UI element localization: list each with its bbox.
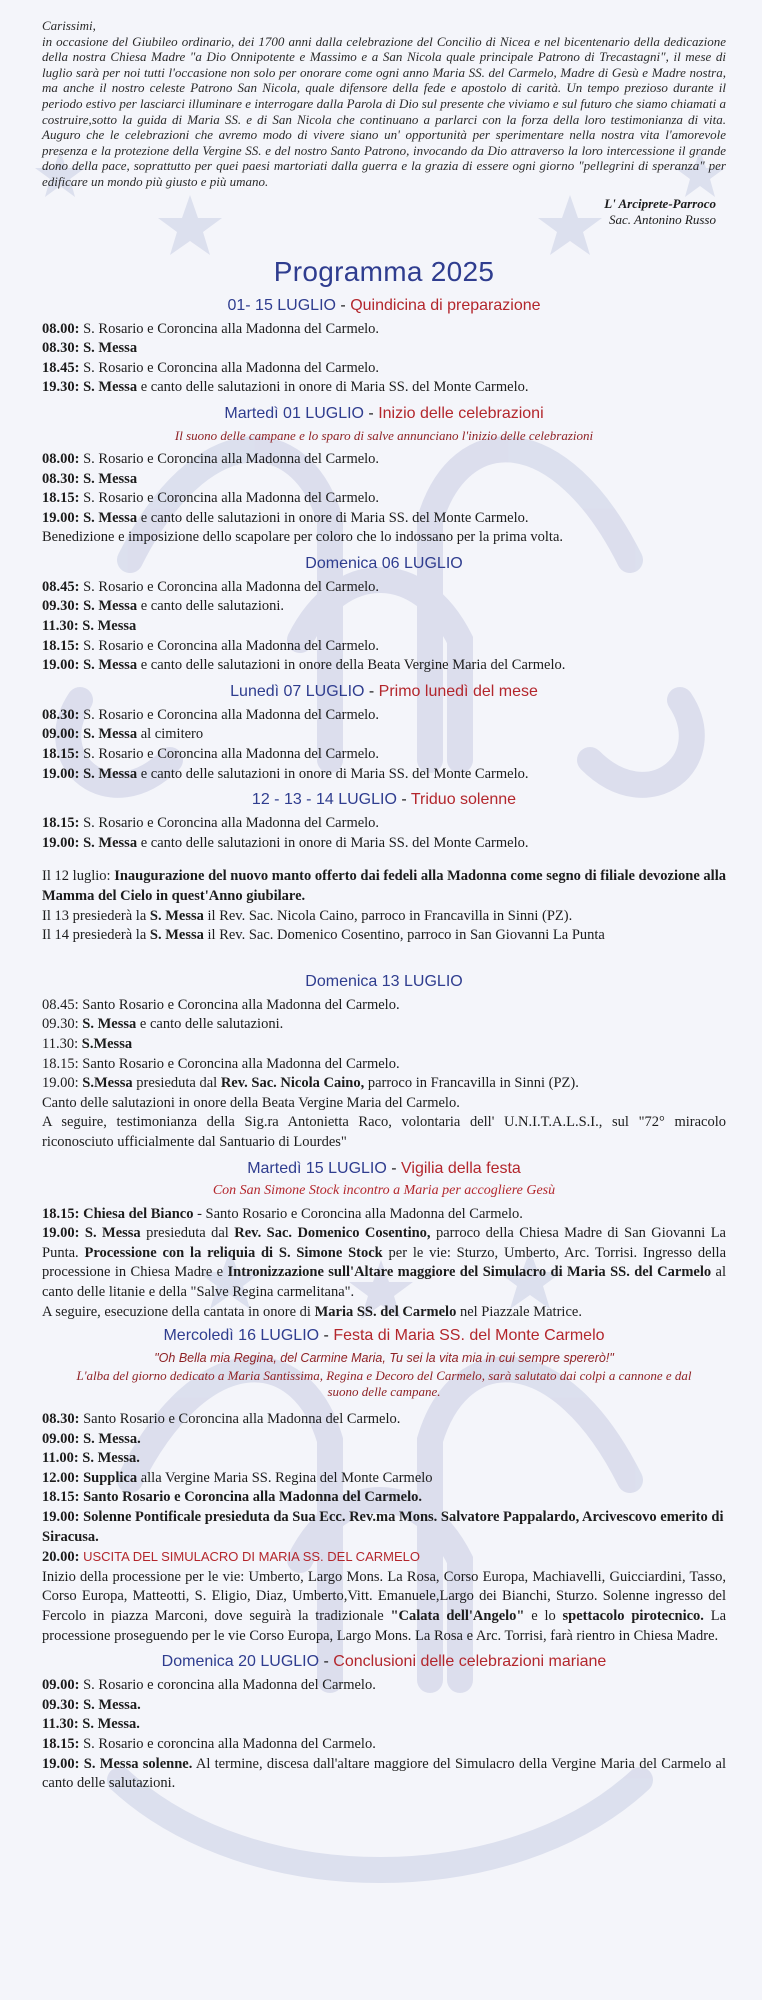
schedule-line: 11.00: S. Messa. <box>42 1450 140 1467</box>
section-header: 01- 15 LUGLIO - Quindicina di preparazione <box>227 296 541 314</box>
schedule-line: 09.30: S. Messa. <box>42 1696 141 1713</box>
signature-block <box>42 196 716 228</box>
schedule-line: 18.15: S. Rosario e Coroncina alla Madonna del Carmelo. <box>42 746 380 763</box>
signature-name: Sac. Antonino Russo <box>608 211 716 227</box>
triduo-note-13: Il 13 presiederà la S. Messa il Rev. Sac. Nicola Caino, parroco in Francavilla in Sinni (PZ). <box>42 907 573 924</box>
uscita-line: 20.00: USCITA DEL SIMULACRO DI MARIA SS. DEL CARMELO <box>42 1549 420 1566</box>
festa-note: L'alba del giorno dedicato a Maria Santissima, Regina e Decoro del Carmelo, sarà salutato dai colpi a cannone e dal suono delle campane. <box>76 1368 692 1400</box>
section-note: Il suono delle campane e lo sparo di salve annunciano l'inizio delle celebrazioni <box>174 427 594 443</box>
schedule-line: 19.00: S. Messa e canto delle salutazioni in onore di Maria SS. del Monte Carmelo. <box>42 509 529 526</box>
schedule-line: A seguire, testimonianza della Sig.ra Antonietta Raco, volontaria dell' U.N.I.T.A.L.S.I., sul "72° miracolo riconosciuto ufficialmente dal Santuario di Lourdes" <box>42 1114 726 1150</box>
vigilia-cantata: A seguire, esecuzione della cantata in onore di Maria SS. del Carmelo nel Piazzale Matrice. <box>42 1303 582 1320</box>
section-header-conclusioni: Domenica 20 LUGLIO - Conclusioni delle celebrazioni mariane <box>161 1653 607 1671</box>
schedule-line: Benedizione e imposizione dello scapolare per coloro che lo indossano per la prima volta. <box>42 529 564 546</box>
section-header-vigilia: Martedì 15 LUGLIO - Vigilia della festa <box>247 1159 521 1177</box>
section-header: Lunedì 07 LUGLIO - Primo lunedì del mese <box>230 682 538 700</box>
schedule-line: 19.00: Solenne Pontificale presieduta da Sua Ecc. Rev.ma Mons. Salvatore Pappalardo, Arcivescovo emerito di Siracusa. <box>42 1509 724 1545</box>
vigilia-note: Con San Simone Stock incontro a Maria per accogliere Gesù <box>212 1182 556 1198</box>
schedule-line: 08.00: S. Rosario e Coroncina alla Madonna del Carmelo. <box>42 320 380 337</box>
triduo-note-12: Il 12 luglio: Inaugurazione del nuovo manto offerto dai fedeli alla Madonna come segno di filiale devozione alla Mamma del Cielo in quest'Anno giubilare. <box>42 868 726 904</box>
schedule-line: 08.30: S. Messa <box>42 470 138 487</box>
schedule-line: 19.00: S. Messa solenne. Al termine, discesa dall'altare maggiore del Simulacro della Vergine Maria del Carmelo al canto delle salutazioni. <box>42 1755 726 1792</box>
conclusioni-schedule <box>42 1676 726 1754</box>
schedule-line: 09.00: S. Rosario e coroncina alla Madonna del Carmelo. <box>42 1677 376 1694</box>
schedule-line: 11.30: S. Messa <box>42 618 137 635</box>
schedule-line: 09.00: S. Messa. <box>42 1430 141 1447</box>
schedule-line: 11.30: S. Messa. <box>42 1716 140 1733</box>
schedule-line: 18.15: Santo Rosario e Coroncina alla Madonna del Carmelo. <box>42 1489 422 1506</box>
section-header: 12 - 13 - 14 LUGLIO - Triduo solenne <box>251 791 517 809</box>
schedule-line: 18.15: S. Rosario e coroncina alla Madonna del Carmelo. <box>42 1736 376 1752</box>
schedule-line: 19.00: S. Messa presieduta dal Rev. Sac. Domenico Cosentino, parroco della Chiesa Madre di San Giovanni La Punta. Processione con la reliquia di S. Simone Stock per le vie: Sturzo, Umberto, Arc. Torrisi. Ingresso della processione in Chiesa Madre e Intronizzazione sull'Altare maggiore del Simulacro di Maria SS. del Carmelo al canto delle litanie e della "Salve Regina carmelitana". <box>42 1225 727 1300</box>
schedule-line: 19.00: S. Messa e canto delle salutazioni in onore di Maria SS. del Monte Carmelo. <box>42 834 529 851</box>
section-header: Domenica 13 LUGLIO <box>305 972 463 990</box>
schedule-line: 08.00: S. Rosario e Coroncina alla Madonna del Carmelo. <box>42 450 380 467</box>
schedule-line: 12.00: Supplica alla Vergine Maria SS. Regina del Monte Carmelo <box>42 1469 433 1486</box>
section-header-festa: Mercoledì 16 LUGLIO - Festa di Maria SS. del Monte Carmelo <box>163 1327 605 1345</box>
schedule-line: 08.45: Santo Rosario e Coroncina alla Madonna del Carmelo. <box>42 996 400 1013</box>
programme-sections <box>42 296 726 854</box>
programme-title: Programma 2025 <box>273 255 495 287</box>
schedule-line: 18.15: Chiesa del Bianco - Santo Rosario e Coroncina alla Madonna del Carmelo. <box>42 1205 523 1222</box>
triduo-note-14: Il 14 presiederà la S. Messa il Rev. Sac. Domenico Cosentino, parroco in San Giovanni La Punta <box>42 927 605 944</box>
schedule-line: 09.00: S. Messa al cimitero <box>42 726 204 743</box>
schedule-line: 19.00: S.Messa presieduta dal Rev. Sac. Nicola Caino, parroco in Francavilla in Sinni (PZ). <box>42 1075 579 1092</box>
signature-title: L' Arciprete-Parroco <box>604 195 716 211</box>
schedule-line: 18.15: S. Rosario e Coroncina alla Madonna del Carmelo. <box>42 490 380 507</box>
intro-letter: Carissimi, in occasione del Giubileo ordinario, dei 1700 anni dalla celebrazione del Concilio di Nicea e nel bicentenario della dedicazione della nostra Chiesa Madre "a Dio Onnipotente e Massimo e a San Nicola quale principale Patrono di Trecastagni", il mese di luglio sarà per noi tutti l'occasione non solo per onorare come ogni anno Maria SS. del Carmelo, Madre di Gesù e Madre nostra, ma anche il nostro celeste Patrono San Nicola, quale difensore della fede e apostolo di carità. Un tempo prezioso durante il periodo estivo per lasciarci illuminare e interrogare dalla Parola di Dio sul presente che viviamo e sul futuro che siamo chiamati a costruire,sotto la guida di Maria SS. e di San Nicola che continuano a parlarci con la forza della loro testimonianza di vita. Auguro che le celebrazioni che avremo modo di vivere siano un' opportunità per sperimentare nella nostra vita l'amorevole presenza e la protezione della Vergine SS. e del nostro Santo Patrono, invocando da Dio attraverso la loro intercessione il grande dono della pace, soprattutto per quei paesi martoriati dalla guerra e la grazia di essere ogni giorno "pellegrini di speranza" per edificare un mondo più giusto e più umano. <box>42 18 726 189</box>
schedule-line: 08.30: S. Messa <box>42 340 138 357</box>
schedule-line: 09.30: S. Messa e canto delle salutazioni. <box>42 1016 284 1033</box>
schedule-line: 08.30: Santo Rosario e Coroncina alla Madonna del Carmelo. <box>42 1411 401 1428</box>
festa-quote: "Oh Bella mia Regina, del Carmine Maria, Tu sei la vita mia in cui sempre spererò!" <box>154 1351 614 1366</box>
schedule-line: 18.15: Santo Rosario e Coroncina alla Madonna del Carmelo. <box>42 1055 400 1072</box>
festa-processione: Inizio della processione per le vie: Umberto, Largo Mons. La Rosa, Corso Europa, Machiavelli, Guicciardini, Tasso, Corso Europa, Matteotti, S. Eligio, Diaz, Umberto,Vitt. Emanuele,Largo dei Bianchi, Sturzo. Solenne ingresso del Fercolo in piazza Marconi, dove seguirà la tradizionale "Calata dell'Angelo" e lo spettacolo pirotecnico. La processione proseguendo per le vie Corso Europa, Largo Mons. La Rosa e Arc. Torrisi, farà rientro in Chiesa Madre. <box>42 1568 726 1644</box>
schedule-line: 19.30: S. Messa e canto delle salutazioni in onore di Maria SS. del Monte Carmelo. <box>42 379 529 396</box>
section-header: Domenica 06 LUGLIO <box>305 554 463 572</box>
schedule-line: 09.30: S. Messa e canto delle salutazioni. <box>42 598 285 615</box>
schedule-line: 08.45: S. Rosario e Coroncina alla Madonna del Carmelo. <box>42 578 380 595</box>
programme-sections-2 <box>42 972 726 1153</box>
schedule-line: 18.15: S. Rosario e Coroncina alla Madonna del Carmelo. <box>42 815 380 832</box>
section-header: Martedì 01 LUGLIO - Inizio delle celebrazioni <box>224 404 544 422</box>
schedule-line: Canto delle salutazioni in onore della Beata Vergine Maria del Carmelo. <box>42 1094 460 1111</box>
schedule-line: 08.30: S. Rosario e Coroncina alla Madonna del Carmelo. <box>42 706 380 723</box>
schedule-line: 11.30: S.Messa <box>42 1035 133 1052</box>
festa-schedule <box>42 1410 726 1547</box>
schedule-line: 19.00: S. Messa e canto delle salutazioni in onore della Beata Vergine Maria del Carmelo. <box>42 657 566 674</box>
schedule-line: 19.00: S. Messa e canto delle salutazioni in onore di Maria SS. del Monte Carmelo. <box>42 765 529 782</box>
schedule-line: 18.15: S. Rosario e Coroncina alla Madonna del Carmelo. <box>42 637 380 654</box>
schedule-line: 18.45: S. Rosario e Coroncina alla Madonna del Carmelo. <box>42 359 380 376</box>
